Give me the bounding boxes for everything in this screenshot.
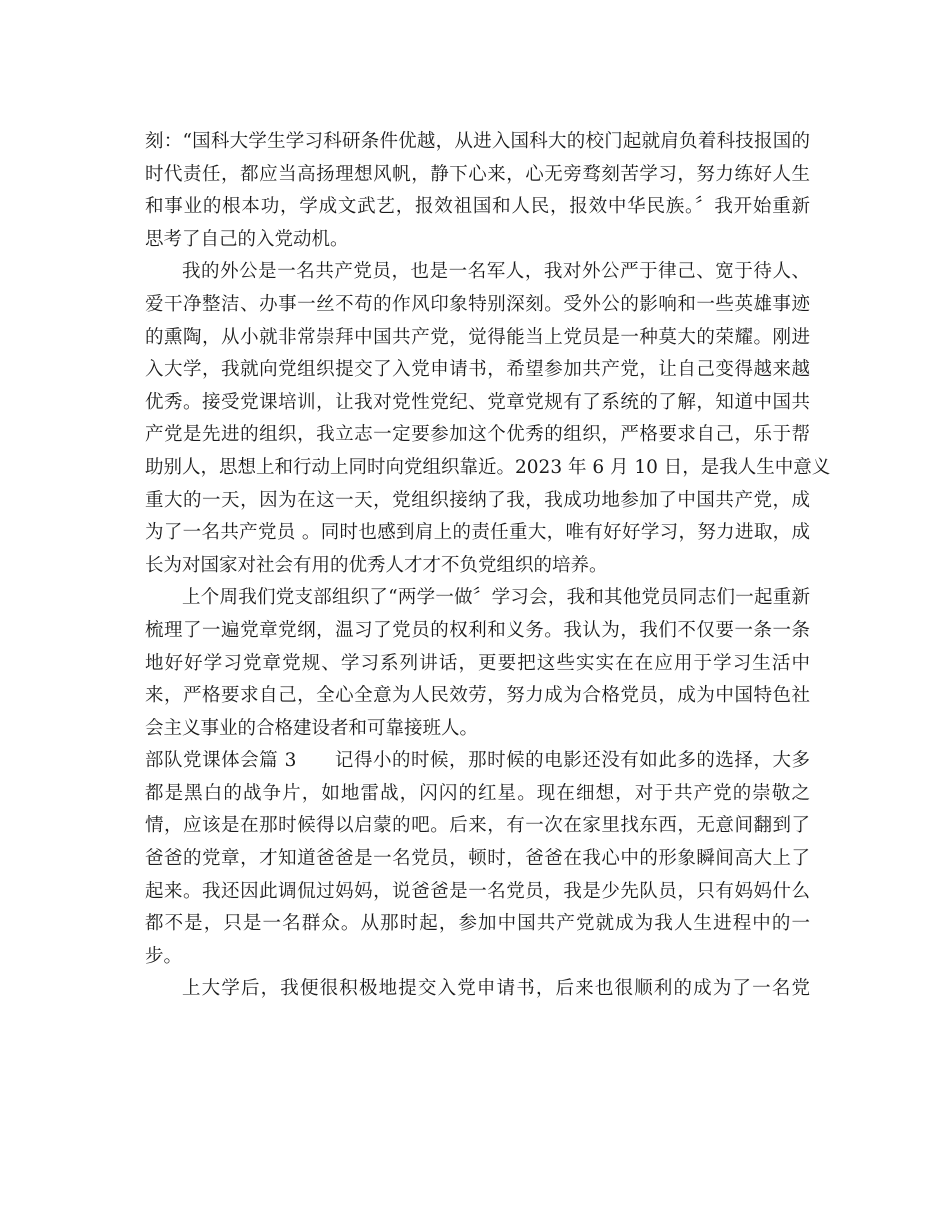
text-line: 来，严格要求自己，全心全意为人民效劳，努力成为合格党员，成为中国特色社 [145, 685, 810, 707]
text-line: 情，应该是在那时候得以启蒙的吧。后来，有一次在家里找东西，无意间翻到了 [145, 815, 810, 837]
text-line: 地好好学习党章党规、学习系列讲话，更要把这些实实在在应用于学习生活中 [145, 652, 810, 674]
text-line: 思考了自己的入党动机。 [145, 228, 349, 250]
text-line: 上大学后，我便很积极地提交入党申请书，后来也很顺利的成为了一名党 [182, 978, 810, 1000]
body-text [145, 126, 831, 1006]
text-line: 长为对国家对社会有用的优秀人才才不负党组织的培养。 [145, 554, 608, 576]
text-line: 重大的一天，因为在这一天，党组织接纳了我，我成功地参加了中国共产党，成 [145, 489, 810, 511]
text-line: 优秀。接受党课培训，让我对党性党纪、党章党规有了系统的了解，知道中国共 [145, 391, 810, 413]
text-line: 刻：“国科大学生学习科研条件优越，从进入国科大的校门起就肩负着科技报国的 [145, 131, 810, 152]
text-line: 都是黑白的战争片，如地雷战，闪闪的红星。现在细想，对于共产党的崇敬之 [145, 782, 810, 804]
text-line: 上个周我们党支部组织了“两学一做〞学习会，我和其他党员同志们一起重新 [182, 587, 810, 609]
text-line: 爱干净整洁、办事一丝不苟的作风印象特别深刻。受外公的影响和一些英雄事迹 [145, 293, 810, 315]
text-line: 起来。我还因此调侃过妈妈，说爸爸是一名党员，我是少先队员，只有妈妈什么 [145, 880, 810, 902]
text-line: 都不是，只是一名群众。从那时起，参加中国共产党就成为我人生进程中的一 [145, 913, 810, 935]
text-line: 梳理了一遍党章党纲，温习了党员的权利和义务。我认为，我们不仅要一条一条 [145, 619, 810, 641]
text-line: 时代责任，都应当高扬理想风帆，静下心来，心无旁骛刻苦学习，努力练好人生 [145, 163, 810, 185]
text-line: 我的外公是一名共产党员，也是一名军人，我对外公严于律己、宽于待人、 [182, 261, 810, 283]
text-line: 助别人，思想上和行动上同时向党组织靠近。2023 年 6 月 10 日，是我人生中意义 [145, 456, 831, 478]
text-line: 为了一名共产党员 。同时也感到肩上的责任重大，唯有好好学习，努力进取，成 [145, 522, 810, 544]
text-line: 部队党课体会篇 3 记得小的时候，那时候的电影还没有如此多的选择，大多 [145, 750, 810, 772]
text-line: 入大学，我就向党组织提交了入党申请书，希望参加共产党，让自己变得越来越 [145, 359, 810, 381]
text-line: 产党是先进的组织，我立志一定要参加这个优秀的组织，严格要求自己，乐于帮 [145, 424, 810, 446]
text-line: 和事业的根本功，学成文武艺，报效祖国和人民，报效中华民族。〞我开始重新 [145, 196, 810, 218]
text-line: 爸爸的党章，才知道爸爸是一名党员，顿时，爸爸在我心中的形象瞬间高大上了 [145, 848, 810, 870]
text-line: 会主义事业的合格建设者和可靠接班人。 [145, 717, 479, 739]
text-line: 步。 [145, 945, 183, 967]
text-line: 的熏陶，从小就非常崇拜中国共产党，觉得能当上党员是一种莫大的荣耀。刚进 [145, 326, 810, 348]
